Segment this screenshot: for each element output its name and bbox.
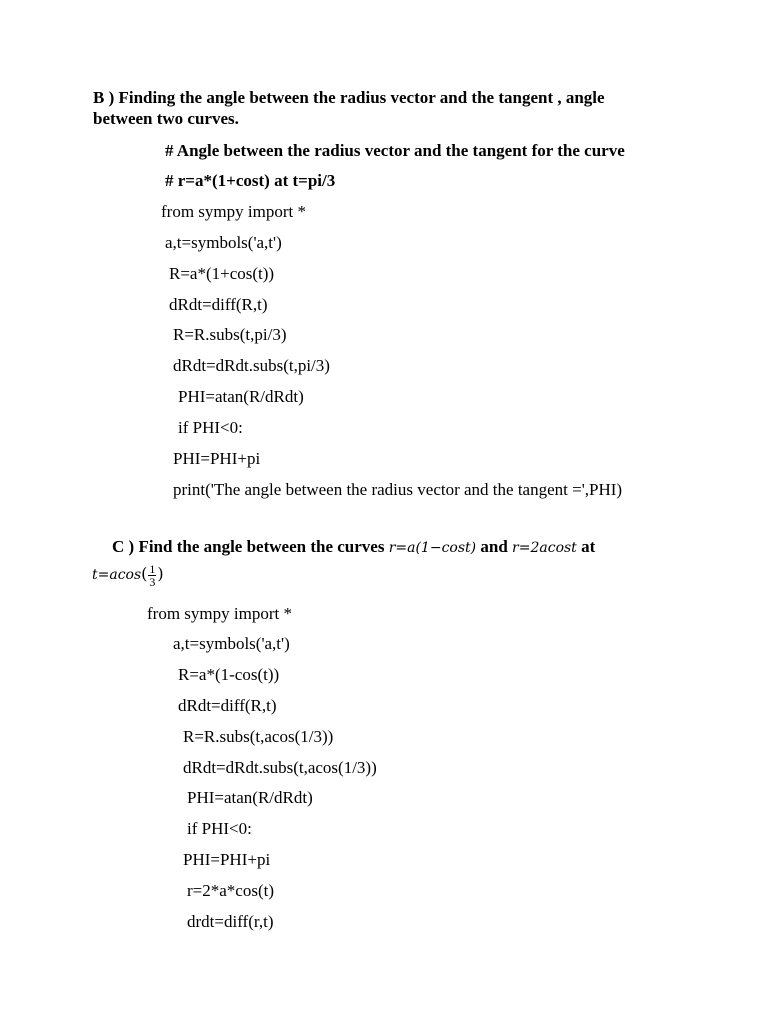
- fraction: [148, 563, 156, 588]
- code-line: R=R.subs(t,pi/3): [173, 325, 287, 344]
- code-line: r=2*a*cos(t): [187, 881, 275, 900]
- code-line: R=a*(1+cos(t)): [169, 264, 275, 283]
- section-b-heading-line2: between two curves.: [93, 109, 239, 128]
- section-b-heading-line1: B ) Finding the angle between the radius vector and the tangent , angle: [93, 88, 605, 107]
- code-line: print('The angle between the radius vector and the tangent =',PHI): [173, 480, 623, 499]
- fraction-numerator: 1: [149, 561, 156, 576]
- code-line: a,t=symbols('a,t'): [165, 233, 282, 252]
- section-c-heading: [112, 537, 595, 558]
- code-line: a,t=symbols('a,t'): [173, 634, 290, 653]
- fraction-denominator: 3: [149, 574, 156, 589]
- section-b-comment-1: # Angle between the radius vector and the tangent for the curve: [165, 141, 625, 160]
- code-line: dRdt=diff(R,t): [169, 295, 268, 314]
- code-line: dRdt=dRdt.subs(t,acos(1/3)): [183, 758, 377, 777]
- curve-1-equation: r=a(1−cost): [388, 540, 477, 556]
- section-c-and: and: [480, 537, 508, 556]
- section-c-heading-label: C ) Find the angle between the curves: [112, 537, 385, 556]
- code-line: if PHI<0:: [178, 418, 243, 437]
- code-line: PHI=PHI+pi: [173, 449, 261, 468]
- t-value-equation: t=acos( $\frac{1}{3}$ ): [92, 561, 164, 589]
- code-line: if PHI<0:: [187, 819, 252, 838]
- section-b-comment-2: # r=a*(1+cost) at t=pi/3: [165, 171, 336, 190]
- curve-2-equation: r=2acost: [512, 540, 577, 556]
- code-line: R=R.subs(t,acos(1/3)): [183, 727, 334, 746]
- code-line: dRdt=dRdt.subs(t,pi/3): [173, 356, 330, 375]
- code-line: drdt=diff(r,t): [187, 912, 274, 931]
- section-c-at: at: [581, 537, 596, 556]
- code-line: R=a*(1-cos(t)): [178, 665, 280, 684]
- code-line: PHI=atan(R/dRdt): [178, 387, 304, 406]
- code-line: PHI=atan(R/dRdt): [187, 788, 313, 807]
- t-value-expression: t=acos: [92, 567, 142, 583]
- code-line: dRdt=diff(R,t): [178, 696, 277, 715]
- code-line: from sympy import *: [147, 604, 292, 623]
- code-line: from sympy import *: [161, 202, 306, 221]
- code-line: PHI=PHI+pi: [183, 850, 271, 869]
